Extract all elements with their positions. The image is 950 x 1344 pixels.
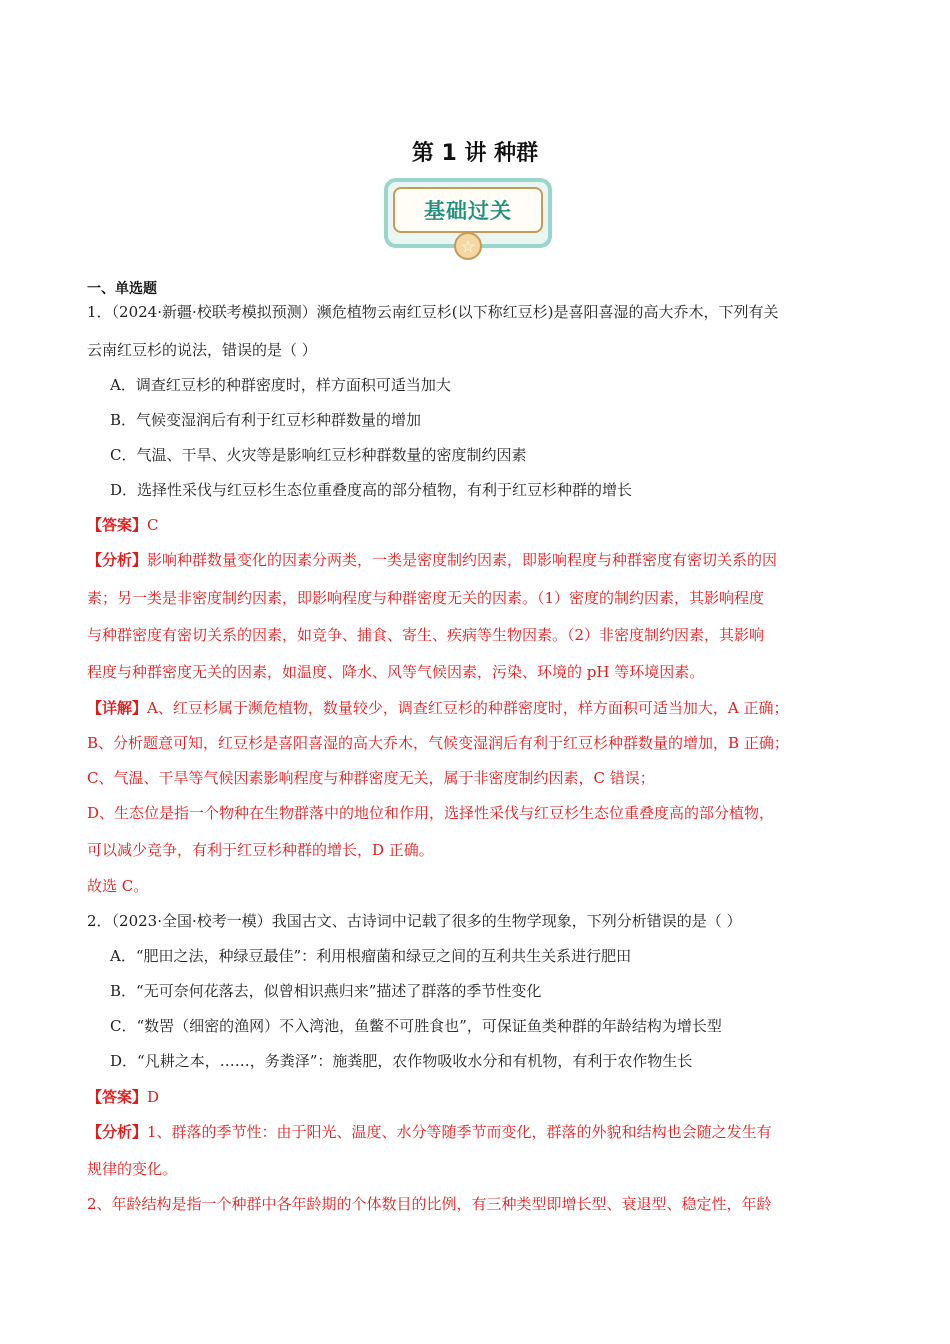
question-2-option-b: B．“无可奈何花落去，似曾相识燕归来”描述了群落的季节性变化: [110, 982, 542, 1000]
question-2-option-a: A．“肥田之法，种绿豆最佳”：利用根瘤菌和绿豆之间的互利共生关系进行肥田: [110, 947, 632, 965]
question-1-option-a: A．调查红豆杉的种群密度时，样方面积可适当加大: [110, 376, 451, 394]
analysis-text: 影响种群数量变化的因素分两类，一类是密度制约因素，即影响程度与种群密度有密切关系的因: [147, 551, 778, 569]
analysis-tag: 【分析】: [87, 1123, 148, 1141]
question-1-option-c: C．气温、干旱、火灾等是影响红豆杉种群数量的密度制约因素: [110, 446, 527, 464]
question-1-answer: [87, 515, 159, 535]
question-1-detail-line-2: B、分析题意可知，红豆杉是喜阳喜湿的高大乔木，气候变湿润后有利于红豆杉种群数量的增加，B 正确；: [87, 734, 789, 752]
answer-value: D: [147, 1088, 160, 1106]
question-1-analysis-line-4: 程度与种群密度无关的因素，如温度、降水、风等气候因素，污染、环境的 pH 等环境因素。: [87, 663, 705, 681]
detail-text: A、红豆杉属于濒危植物，数量较少，调查红豆杉的种群密度时，样方面积可适当加大，A 正确；: [147, 699, 789, 717]
section-heading: 一、单选题: [87, 281, 157, 297]
question-1-option-b: B．气候变湿润后有利于红豆杉种群数量的增加: [110, 411, 422, 429]
question-1-detail-line-3: C、气温、干旱等气候因素影响程度与种群密度无关，属于非密度制约因素，C 错误；: [87, 769, 655, 787]
question-1-detail-line-1: [87, 698, 788, 718]
question-1-stem-line-1: 1．（2024·新疆·校联考模拟预测）濒危植物云南红豆杉(以下称红豆杉)是喜阳喜湿的高大乔木，下列有关: [87, 303, 779, 321]
answer-tag: 【答案】: [87, 1088, 148, 1106]
section-badge: [384, 178, 552, 256]
question-2-stem: 2．（2023·全国·校考一模）我国古文、古诗词中记载了很多的生物学现象，下列分析错误的是（ ）: [87, 912, 742, 930]
question-1-detail-line-4: D、生态位是指一个物种在生物群落中的地位和作用，选择性采伐与红豆杉生态位重叠度高的部分植物，: [87, 804, 775, 822]
detail-tag: 【详解】: [87, 699, 148, 717]
question-2-option-d: D．“凡耕之本，……，务粪泽”：施粪肥，农作物吸收水分和有机物，有利于农作物生长: [110, 1052, 693, 1070]
question-1-analysis-line-2: 素；另一类是非密度制约因素，即影响程度与种群密度无关的因素。（1）密度的制约因素，其影响程度: [87, 589, 765, 607]
question-2-answer: [87, 1087, 159, 1107]
answer-value: C: [147, 516, 159, 534]
question-1-detail-line-5: 可以减少竞争，有利于红豆杉种群的增长，D 正确。: [87, 841, 434, 859]
question-2-analysis-line-1: [87, 1122, 772, 1142]
badge-label: 基础过关: [393, 187, 543, 233]
question-1-conclusion: 故选 C。: [87, 877, 149, 895]
question-2-option-c: C．“数罟（细密的渔网）不入湾池，鱼鳖不可胜食也”，可保证鱼类种群的年龄结构为增长型: [110, 1017, 722, 1035]
star-icon: ☆: [454, 232, 482, 260]
question-1-stem-line-2: 云南红豆杉的说法，错误的是（ ）: [87, 341, 317, 359]
question-1-analysis-line-3: 与种群密度有密切关系的因素，如竞争、捕食、寄生、疾病等生物因素。（2）非密度制约因素，其影响: [87, 626, 765, 644]
analysis-tag: 【分析】: [87, 551, 148, 569]
question-1-analysis-line-1: [87, 550, 777, 570]
analysis-text: 1、群落的季节性：由于阳光、温度、水分等随季节而变化，群落的外貌和结构也会随之发生有: [147, 1123, 772, 1141]
question-1-option-d: D．选择性采伐与红豆杉生态位重叠度高的部分植物，有利于红豆杉种群的增长: [110, 481, 633, 499]
page-title: 第 1 讲 种群: [411, 141, 539, 166]
question-2-analysis-line-2: 规律的变化。: [87, 1160, 178, 1178]
answer-tag: 【答案】: [87, 516, 148, 534]
question-2-analysis-line-3: 2、年龄结构是指一个种群中各年龄期的个体数目的比例，有三种类型即增长型、衰退型、稳定性，年龄: [87, 1195, 772, 1213]
